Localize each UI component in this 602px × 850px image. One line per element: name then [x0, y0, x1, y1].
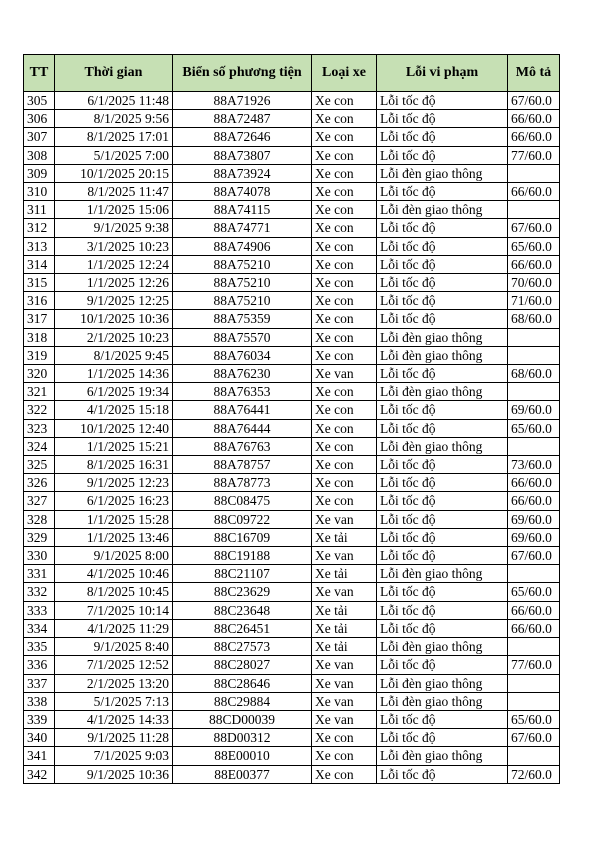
cell-description: 66/60.0: [508, 474, 560, 492]
cell-violation: Lỗi tốc độ: [377, 601, 508, 619]
cell-vehicle-type: Xe van: [312, 656, 377, 674]
cell-description: [508, 164, 560, 182]
cell-plate: 88C16709: [173, 528, 312, 546]
header-plate: Biển số phương tiện: [173, 55, 312, 92]
table-row: [24, 401, 560, 419]
cell-vehicle-type: Xe con: [312, 219, 377, 237]
cell-time: 9/1/2025 12:23: [55, 474, 173, 492]
cell-vehicle-type: Xe con: [312, 729, 377, 747]
cell-vehicle-type: Xe con: [312, 419, 377, 437]
cell-tt: 321: [24, 383, 55, 401]
cell-plate: 88C23648: [173, 601, 312, 619]
cell-plate: 88C09722: [173, 510, 312, 528]
cell-plate: 88E00010: [173, 747, 312, 765]
table-row: [24, 528, 560, 546]
cell-tt: 340: [24, 729, 55, 747]
cell-violation: Lỗi đèn giao thông: [377, 692, 508, 710]
cell-tt: 308: [24, 146, 55, 164]
cell-violation: Lỗi tốc độ: [377, 547, 508, 565]
cell-violation: Lỗi tốc độ: [377, 510, 508, 528]
cell-vehicle-type: Xe tải: [312, 619, 377, 637]
header-description: Mô tả: [508, 55, 560, 92]
cell-time: 8/1/2025 16:31: [55, 456, 173, 474]
cell-violation: Lỗi tốc độ: [377, 183, 508, 201]
cell-violation: Lỗi tốc độ: [377, 92, 508, 110]
cell-plate: 88A76230: [173, 365, 312, 383]
cell-plate: 88C19188: [173, 547, 312, 565]
cell-violation: Lỗi tốc độ: [377, 583, 508, 601]
cell-description: 67/60.0: [508, 547, 560, 565]
cell-tt: 325: [24, 456, 55, 474]
cell-plate: 88C21107: [173, 565, 312, 583]
cell-violation: Lỗi tốc độ: [377, 219, 508, 237]
cell-violation: Lỗi đèn giao thông: [377, 383, 508, 401]
cell-time: 5/1/2025 7:00: [55, 146, 173, 164]
cell-plate: 88C28027: [173, 656, 312, 674]
table-row: [24, 437, 560, 455]
cell-time: 1/1/2025 15:28: [55, 510, 173, 528]
cell-violation: Lỗi đèn giao thông: [377, 201, 508, 219]
header-vehicle-type: Loại xe: [312, 55, 377, 92]
cell-time: 8/1/2025 9:56: [55, 110, 173, 128]
cell-violation: Lỗi tốc độ: [377, 710, 508, 728]
cell-plate: 88D00312: [173, 729, 312, 747]
cell-vehicle-type: Xe con: [312, 146, 377, 164]
cell-description: 66/60.0: [508, 619, 560, 637]
cell-time: 5/1/2025 7:13: [55, 692, 173, 710]
cell-tt: 336: [24, 656, 55, 674]
cell-description: 72/60.0: [508, 765, 560, 783]
cell-time: 10/1/2025 12:40: [55, 419, 173, 437]
cell-tt: 306: [24, 110, 55, 128]
cell-violation: Lỗi tốc độ: [377, 619, 508, 637]
table-row: [24, 765, 560, 783]
cell-plate: 88A76034: [173, 346, 312, 364]
cell-tt: 337: [24, 674, 55, 692]
cell-description: 67/60.0: [508, 729, 560, 747]
cell-time: 4/1/2025 10:46: [55, 565, 173, 583]
cell-description: 67/60.0: [508, 219, 560, 237]
cell-plate: 88A72646: [173, 128, 312, 146]
cell-tt: 342: [24, 765, 55, 783]
cell-description: 67/60.0: [508, 92, 560, 110]
cell-tt: 305: [24, 92, 55, 110]
cell-vehicle-type: Xe con: [312, 437, 377, 455]
cell-plate: 88CD00039: [173, 710, 312, 728]
table-row: [24, 510, 560, 528]
table-row: [24, 219, 560, 237]
cell-violation: Lỗi tốc độ: [377, 765, 508, 783]
cell-tt: 341: [24, 747, 55, 765]
cell-time: 2/1/2025 13:20: [55, 674, 173, 692]
cell-description: 77/60.0: [508, 656, 560, 674]
cell-vehicle-type: Xe con: [312, 164, 377, 182]
cell-description: 66/60.0: [508, 601, 560, 619]
table-body: [24, 92, 560, 784]
cell-time: 9/1/2025 8:40: [55, 638, 173, 656]
cell-violation: Lỗi tốc độ: [377, 310, 508, 328]
cell-tt: 312: [24, 219, 55, 237]
table-row: [24, 619, 560, 637]
table-header: [24, 55, 560, 92]
cell-plate: 88A76444: [173, 419, 312, 437]
cell-violation: Lỗi đèn giao thông: [377, 674, 508, 692]
cell-violation: Lỗi tốc độ: [377, 274, 508, 292]
table-row: [24, 638, 560, 656]
cell-violation: Lỗi tốc độ: [377, 237, 508, 255]
cell-tt: 332: [24, 583, 55, 601]
cell-time: 6/1/2025 19:34: [55, 383, 173, 401]
cell-vehicle-type: Xe con: [312, 237, 377, 255]
cell-vehicle-type: Xe tải: [312, 638, 377, 656]
cell-vehicle-type: Xe con: [312, 292, 377, 310]
table-row: [24, 255, 560, 273]
cell-plate: 88C23629: [173, 583, 312, 601]
cell-plate: 88C27573: [173, 638, 312, 656]
cell-violation: Lỗi tốc độ: [377, 110, 508, 128]
cell-description: 77/60.0: [508, 146, 560, 164]
cell-description: 65/60.0: [508, 237, 560, 255]
cell-description: 65/60.0: [508, 710, 560, 728]
cell-vehicle-type: Xe con: [312, 747, 377, 765]
cell-tt: 327: [24, 492, 55, 510]
cell-description: 69/60.0: [508, 401, 560, 419]
cell-violation: Lỗi tốc độ: [377, 255, 508, 273]
cell-plate: 88A75210: [173, 274, 312, 292]
cell-time: 9/1/2025 10:36: [55, 765, 173, 783]
cell-tt: 329: [24, 528, 55, 546]
table-row: [24, 383, 560, 401]
cell-time: 6/1/2025 11:48: [55, 92, 173, 110]
cell-vehicle-type: Xe con: [312, 201, 377, 219]
cell-description: [508, 437, 560, 455]
cell-violation: Lỗi đèn giao thông: [377, 565, 508, 583]
cell-tt: 313: [24, 237, 55, 255]
cell-violation: Lỗi tốc độ: [377, 128, 508, 146]
cell-time: 4/1/2025 15:18: [55, 401, 173, 419]
cell-description: 69/60.0: [508, 528, 560, 546]
cell-plate: 88A75210: [173, 292, 312, 310]
cell-vehicle-type: Xe con: [312, 401, 377, 419]
cell-description: [508, 747, 560, 765]
cell-plate: 88C08475: [173, 492, 312, 510]
cell-plate: 88E00377: [173, 765, 312, 783]
cell-time: 9/1/2025 8:00: [55, 547, 173, 565]
cell-vehicle-type: Xe van: [312, 674, 377, 692]
cell-time: 4/1/2025 11:29: [55, 619, 173, 637]
header-tt: TT: [24, 55, 55, 92]
cell-plate: 88A71926: [173, 92, 312, 110]
cell-plate: 88A73807: [173, 146, 312, 164]
cell-time: 3/1/2025 10:23: [55, 237, 173, 255]
cell-description: [508, 638, 560, 656]
cell-plate: 88A75359: [173, 310, 312, 328]
cell-vehicle-type: Xe con: [312, 310, 377, 328]
cell-description: 66/60.0: [508, 110, 560, 128]
header-time: Thời gian: [55, 55, 173, 92]
cell-vehicle-type: Xe tải: [312, 565, 377, 583]
cell-tt: 326: [24, 474, 55, 492]
table-row: [24, 747, 560, 765]
cell-description: 68/60.0: [508, 310, 560, 328]
cell-vehicle-type: Xe con: [312, 110, 377, 128]
cell-description: [508, 565, 560, 583]
cell-time: 9/1/2025 11:28: [55, 729, 173, 747]
cell-description: 69/60.0: [508, 510, 560, 528]
cell-description: 70/60.0: [508, 274, 560, 292]
cell-time: 6/1/2025 16:23: [55, 492, 173, 510]
table-row: [24, 183, 560, 201]
cell-violation: Lỗi đèn giao thông: [377, 328, 508, 346]
cell-violation: Lỗi tốc độ: [377, 656, 508, 674]
table-row: [24, 674, 560, 692]
cell-tt: 339: [24, 710, 55, 728]
cell-violation: Lỗi tốc độ: [377, 528, 508, 546]
table-row: [24, 583, 560, 601]
cell-tt: 330: [24, 547, 55, 565]
cell-plate: 88C26451: [173, 619, 312, 637]
cell-tt: 331: [24, 565, 55, 583]
table-row: [24, 92, 560, 110]
table-row: [24, 729, 560, 747]
cell-violation: Lỗi tốc độ: [377, 365, 508, 383]
cell-time: 1/1/2025 12:24: [55, 255, 173, 273]
cell-plate: 88A76441: [173, 401, 312, 419]
cell-plate: 88A72487: [173, 110, 312, 128]
table-row: [24, 710, 560, 728]
cell-description: 65/60.0: [508, 583, 560, 601]
table-row: [24, 365, 560, 383]
cell-plate: 88A75210: [173, 255, 312, 273]
cell-time: 8/1/2025 11:47: [55, 183, 173, 201]
cell-description: 66/60.0: [508, 183, 560, 201]
header-violation: Lỗi vi phạm: [377, 55, 508, 92]
cell-vehicle-type: Xe con: [312, 328, 377, 346]
cell-time: 8/1/2025 9:45: [55, 346, 173, 364]
cell-vehicle-type: Xe con: [312, 492, 377, 510]
table-row: [24, 201, 560, 219]
cell-plate: 88A78773: [173, 474, 312, 492]
cell-vehicle-type: Xe van: [312, 692, 377, 710]
table-row: [24, 656, 560, 674]
cell-description: [508, 383, 560, 401]
cell-vehicle-type: Xe con: [312, 92, 377, 110]
cell-violation: Lỗi tốc độ: [377, 401, 508, 419]
cell-description: 66/60.0: [508, 492, 560, 510]
table-row: [24, 346, 560, 364]
cell-plate: 88A74115: [173, 201, 312, 219]
cell-description: 68/60.0: [508, 365, 560, 383]
table-row: [24, 146, 560, 164]
cell-vehicle-type: Xe con: [312, 765, 377, 783]
cell-tt: 323: [24, 419, 55, 437]
cell-vehicle-type: Xe con: [312, 183, 377, 201]
cell-vehicle-type: Xe con: [312, 255, 377, 273]
cell-vehicle-type: Xe tải: [312, 601, 377, 619]
cell-violation: Lỗi đèn giao thông: [377, 638, 508, 656]
cell-plate: 88C29884: [173, 692, 312, 710]
cell-tt: 338: [24, 692, 55, 710]
cell-time: 9/1/2025 12:25: [55, 292, 173, 310]
cell-tt: 324: [24, 437, 55, 455]
cell-description: 66/60.0: [508, 255, 560, 273]
cell-plate: 88A74906: [173, 237, 312, 255]
table-row: [24, 456, 560, 474]
table-row: [24, 419, 560, 437]
table-row: [24, 237, 560, 255]
cell-time: 1/1/2025 13:46: [55, 528, 173, 546]
table-row: [24, 292, 560, 310]
cell-tt: 310: [24, 183, 55, 201]
cell-violation: Lỗi đèn giao thông: [377, 437, 508, 455]
cell-description: 65/60.0: [508, 419, 560, 437]
cell-plate: 88A76353: [173, 383, 312, 401]
cell-violation: Lỗi tốc độ: [377, 292, 508, 310]
cell-tt: 307: [24, 128, 55, 146]
cell-vehicle-type: Xe con: [312, 383, 377, 401]
cell-time: 10/1/2025 20:15: [55, 164, 173, 182]
cell-description: 66/60.0: [508, 128, 560, 146]
cell-vehicle-type: Xe con: [312, 274, 377, 292]
cell-time: 1/1/2025 15:21: [55, 437, 173, 455]
cell-vehicle-type: Xe van: [312, 583, 377, 601]
cell-time: 1/1/2025 12:26: [55, 274, 173, 292]
cell-plate: 88A73924: [173, 164, 312, 182]
cell-vehicle-type: Xe tải: [312, 528, 377, 546]
cell-time: 7/1/2025 10:14: [55, 601, 173, 619]
cell-description: [508, 201, 560, 219]
cell-plate: 88A78757: [173, 456, 312, 474]
cell-time: 4/1/2025 14:33: [55, 710, 173, 728]
cell-description: [508, 328, 560, 346]
cell-tt: 309: [24, 164, 55, 182]
cell-description: 73/60.0: [508, 456, 560, 474]
cell-time: 1/1/2025 14:36: [55, 365, 173, 383]
cell-plate: 88A76763: [173, 437, 312, 455]
cell-vehicle-type: Xe con: [312, 456, 377, 474]
cell-tt: 333: [24, 601, 55, 619]
table-row: [24, 274, 560, 292]
cell-time: 7/1/2025 9:03: [55, 747, 173, 765]
cell-tt: 328: [24, 510, 55, 528]
cell-time: 1/1/2025 15:06: [55, 201, 173, 219]
cell-tt: 334: [24, 619, 55, 637]
cell-vehicle-type: Xe van: [312, 510, 377, 528]
table-row: [24, 601, 560, 619]
table-row: [24, 110, 560, 128]
cell-time: 8/1/2025 10:45: [55, 583, 173, 601]
cell-violation: Lỗi đèn giao thông: [377, 164, 508, 182]
cell-violation: Lỗi tốc độ: [377, 419, 508, 437]
cell-description: 71/60.0: [508, 292, 560, 310]
cell-vehicle-type: Xe con: [312, 128, 377, 146]
cell-tt: 311: [24, 201, 55, 219]
cell-tt: 319: [24, 346, 55, 364]
header-row: [24, 55, 560, 92]
table-row: [24, 310, 560, 328]
cell-vehicle-type: Xe van: [312, 710, 377, 728]
cell-tt: 335: [24, 638, 55, 656]
cell-tt: 315: [24, 274, 55, 292]
cell-violation: Lỗi đèn giao thông: [377, 346, 508, 364]
table-row: [24, 692, 560, 710]
cell-violation: Lỗi tốc độ: [377, 146, 508, 164]
cell-time: 9/1/2025 9:38: [55, 219, 173, 237]
cell-violation: Lỗi đèn giao thông: [377, 747, 508, 765]
table-row: [24, 474, 560, 492]
cell-tt: 314: [24, 255, 55, 273]
cell-time: 10/1/2025 10:36: [55, 310, 173, 328]
cell-vehicle-type: Xe van: [312, 547, 377, 565]
cell-tt: 316: [24, 292, 55, 310]
cell-plate: 88A74771: [173, 219, 312, 237]
cell-description: [508, 674, 560, 692]
table-row: [24, 547, 560, 565]
table-row: [24, 565, 560, 583]
violations-table: [23, 54, 560, 784]
cell-time: 2/1/2025 10:23: [55, 328, 173, 346]
cell-description: [508, 346, 560, 364]
cell-tt: 317: [24, 310, 55, 328]
cell-violation: Lỗi tốc độ: [377, 474, 508, 492]
cell-vehicle-type: Xe con: [312, 474, 377, 492]
cell-plate: 88A75570: [173, 328, 312, 346]
table-row: [24, 492, 560, 510]
cell-violation: Lỗi tốc độ: [377, 492, 508, 510]
cell-tt: 320: [24, 365, 55, 383]
cell-violation: Lỗi tốc độ: [377, 729, 508, 747]
table-row: [24, 164, 560, 182]
cell-tt: 318: [24, 328, 55, 346]
cell-time: 7/1/2025 12:52: [55, 656, 173, 674]
cell-time: 8/1/2025 17:01: [55, 128, 173, 146]
cell-plate: 88C28646: [173, 674, 312, 692]
cell-vehicle-type: Xe con: [312, 346, 377, 364]
cell-vehicle-type: Xe van: [312, 365, 377, 383]
cell-violation: Lỗi tốc độ: [377, 456, 508, 474]
table-row: [24, 128, 560, 146]
cell-tt: 322: [24, 401, 55, 419]
table-row: [24, 328, 560, 346]
cell-plate: 88A74078: [173, 183, 312, 201]
cell-description: [508, 692, 560, 710]
